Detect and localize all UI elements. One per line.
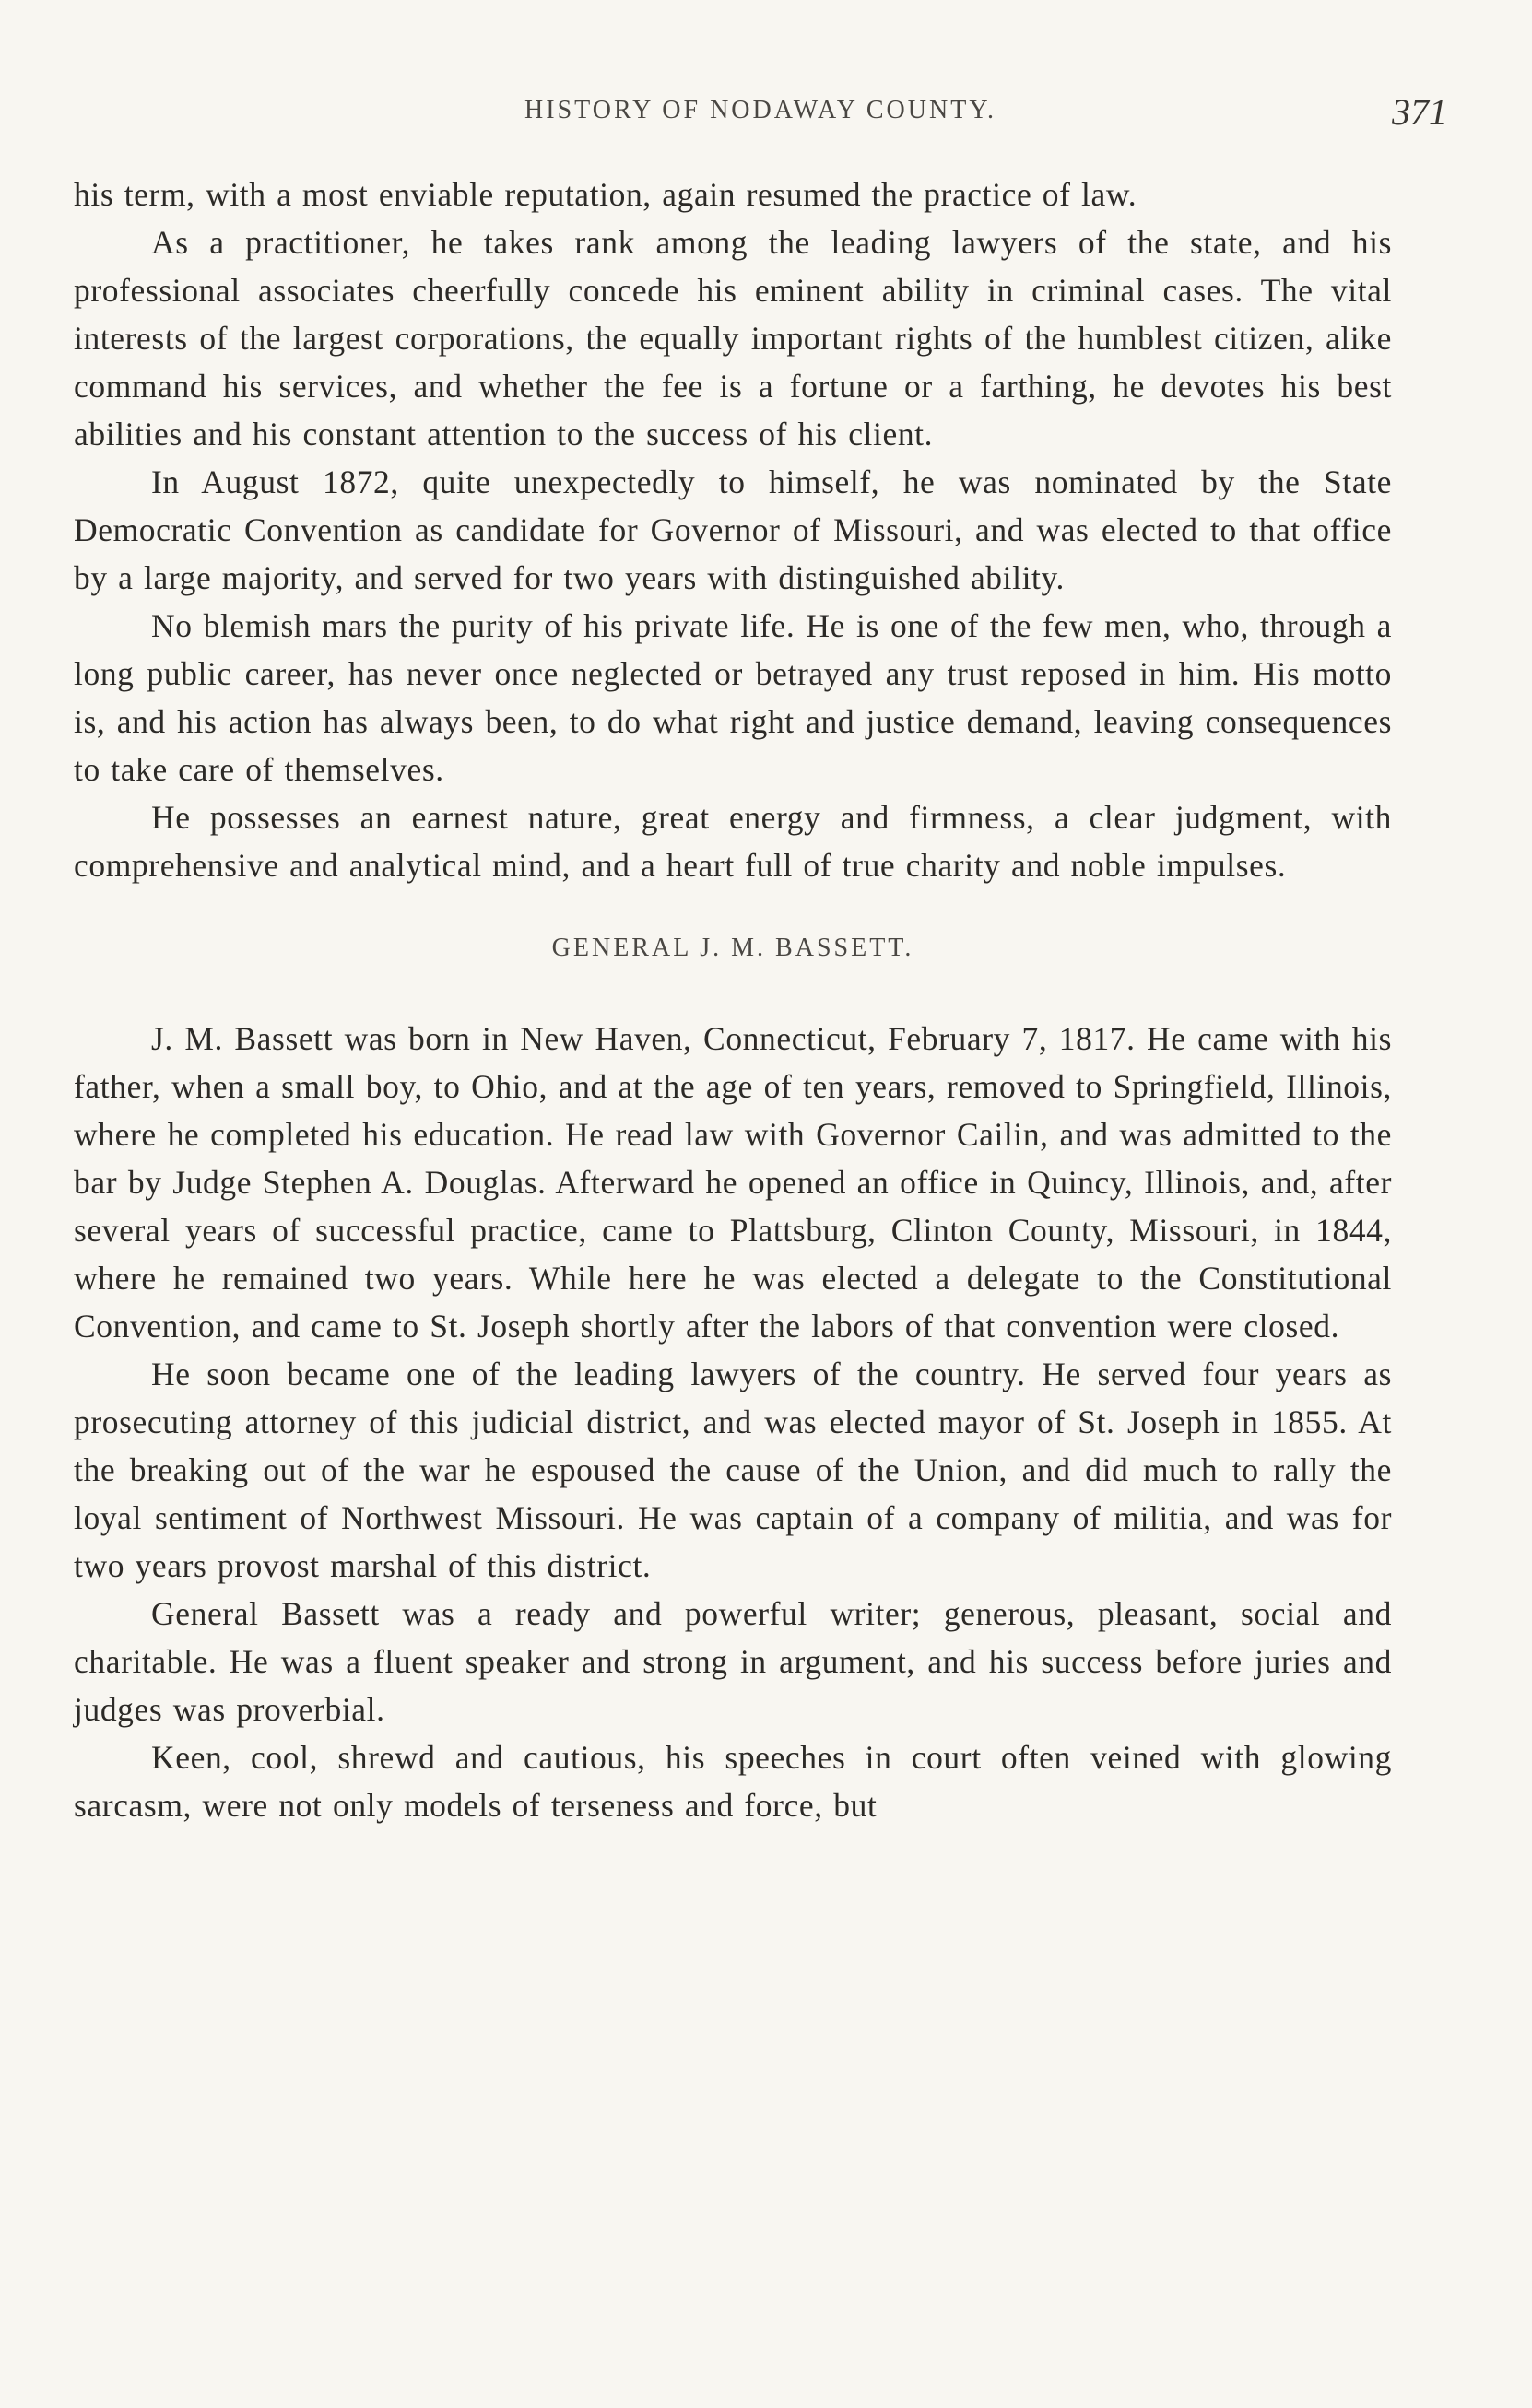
paragraph-continued: his term, with a most enviable reputation, again resumed the practice of law. xyxy=(74,176,1137,213)
paragraph: He soon became one of the leading lawyers of the country. He served four years as prosecuting attorney of this judicial district, and was elected mayor of St. Joseph in 1855. At the breaking out of the war he espoused the cause of the Union, and did much to rally the loyal sentiment of Northwest Missouri. He was captain of a company of militia, and was for two years provost marshal of this district. xyxy=(74,1356,1392,1584)
paragraph: J. M. Bassett was born in New Haven, Connecticut, February 7, 1817. He came with his father, when a small boy, to Ohio, and at the age of ten years, removed to Springfield, Illinois, where he completed his education. He read law with Governor Cailin, and was admitted to the bar by Judge Stephen A. Douglas. Afterward he opened an office in Quincy, Illinois, and, after several years of successful practice, came to Plattsburg, Clinton County, Missouri, in 1844, where he remained two years. While here he was elected a delegate to the Constitutional Convention, and came to St. Joseph shortly after the labors of that convention were closed. xyxy=(74,1020,1392,1345)
paragraph: He possesses an earnest nature, great energy and firmness, a clear judgment, with comprehensive and analytical mind, and a heart full of true charity and noble impulses. xyxy=(74,799,1392,884)
paragraph: General Bassett was a ready and powerful writer; generous, pleasant, social and charitable. He was a fluent speaker and strong in argument, and his success before juries and judges was proverbial. xyxy=(74,1595,1392,1728)
paragraph: In August 1872, quite unexpectedly to himself, he was nominated by the State Democratic Convention as candidate for Governor of Missouri, and was elected to that office by a large majority, and served for two years with distinguished ability. xyxy=(74,464,1392,596)
paragraph: Keen, cool, shrewd and cautious, his speeches in court often veined with glowing sarcasm, were not only models of terseness and force, but xyxy=(74,1739,1392,1824)
body-text xyxy=(74,170,1392,1829)
section-heading: GENERAL J. M. BASSETT. xyxy=(551,934,914,962)
running-title: HISTORY OF NODAWAY COUNTY. xyxy=(524,96,996,124)
page-number: 371 xyxy=(1392,91,1447,133)
paragraph: As a practitioner, he takes rank among the leading lawyers of the state, and his professional associates cheerfully concede his eminent ability in criminal cases. The vital interests of the largest corporations, the equally important rights of the humblest citizen, alike command his services, and whether the fee is a fortune or a farthing, he devotes his best abilities and his constant attention to the success of his client. xyxy=(74,224,1392,452)
running-head xyxy=(74,90,1447,146)
paragraph: No blemish mars the purity of his private life. He is one of the few men, who, through a long public career, has never once neglected or betrayed any trust reposed in him. His motto is, and his action has always been, to do what right and justice demand, leaving consequences to take care of themselves. xyxy=(74,607,1392,788)
